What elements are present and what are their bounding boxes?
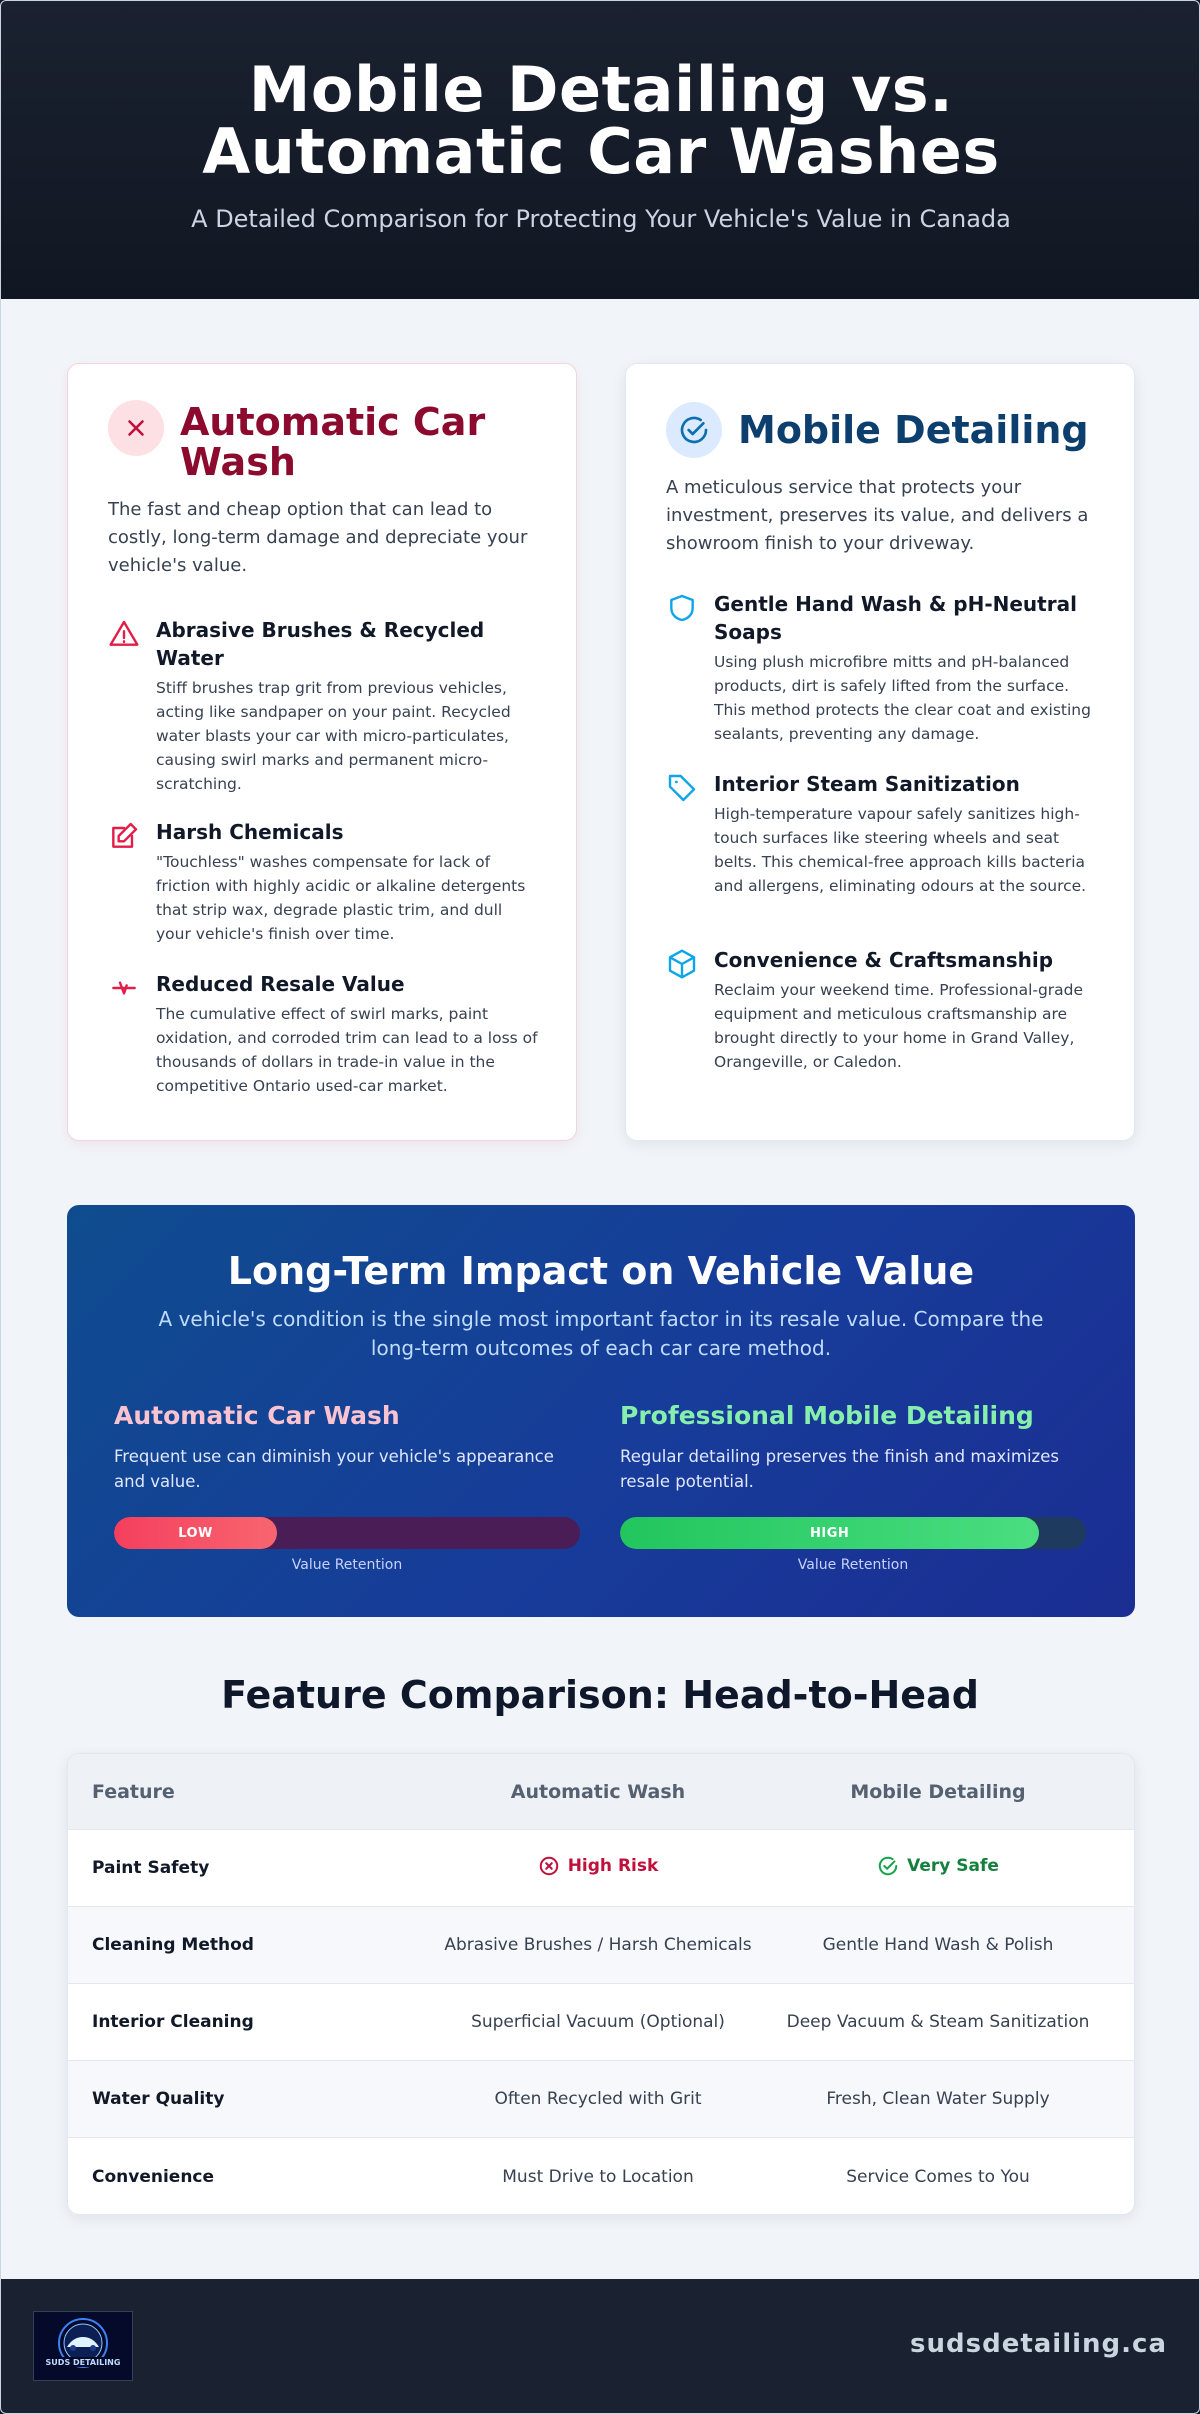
feature-title: Convenience & Craftsmanship [714,948,1054,972]
header-feature: Feature [92,1780,175,1803]
impact-title: Long-Term Impact on Vehicle Value [227,1249,975,1293]
mobile-retention-fill: HIGH [620,1517,1039,1549]
header-automatic-wash: Automatic Wash [510,1780,686,1803]
mobile-impact-heading: Professional Mobile Detailing [620,1401,1034,1430]
feature-title: Abrasive Brushes & Recycled Water [156,618,485,670]
mobile-retention-caption: Value Retention [797,1557,909,1573]
x-circle-icon [538,1855,560,1877]
mobile-detailing-card [625,363,1135,1141]
automatic-impact-heading: Automatic Car Wash [114,1401,400,1430]
automatic-wash-lead: The fast and cheap option that can lead to costly, long-term damage and depreciate your vehicle's value. [108,499,528,576]
automatic-retention-bar [114,1517,580,1549]
mobile-impact-column [620,1401,1086,1494]
feature-description: Using plush microfibre mitts and pH-balanced products, dirt is safely lifted from the surface. This method protects the clear coat and existing sealants, preventing any damage. [714,653,1091,743]
impact-lead: A vehicle's condition is the single most important factor in its resale value. Compare the long-term outcomes of each car care method. [158,1307,1044,1360]
feature-item [108,970,540,1098]
mobile-impact-description: Regular detailing preserves the finish and maximizes resale potential. [620,1447,1059,1491]
row-mobile-value: Fresh, Clean Water Supply [826,2089,1050,2109]
feature-description: Stiff brushes trap grit from previous vehicles, acting like sandpaper on your paint. Recycled water blasts your car with micro-particulates, causing swirl marks and permanent micro-scratching. [156,679,511,793]
feature-title: Reduced Resale Value [156,972,405,996]
row-mobile-value: Deep Vacuum & Steam Sanitization [786,2012,1090,2032]
page-subtitle: A Detailed Comparison for Protecting Your Vehicle's Value in Canada [191,205,1011,233]
row-automatic-value: Must Drive to Location [502,2166,694,2187]
feature-description: Reclaim your weekend time. Professional-grade equipment and meticulous craftsmanship are brought directly to your home in Grand Valley, Orangeville, or Caledon. [714,981,1084,1071]
table-row [68,1907,1135,1984]
automatic-retention-caption: Value Retention [291,1557,403,1573]
row-feature: Interior Cleaning [92,2012,254,2032]
feature-item [666,590,1098,746]
table-row [68,1830,1135,1907]
brand-logo[interactable] [33,2311,133,2381]
row-feature: Convenience [92,2166,215,2187]
row-automatic-value [428,1855,768,1882]
row-automatic-value: Superficial Vacuum (Optional) [471,2012,725,2032]
row-feature: Cleaning Method [92,1935,254,1955]
svg-text:SUDS DETAILING: SUDS DETAILING [45,2358,121,2367]
row-feature: Water Quality [92,2089,225,2109]
high-risk-label: High Risk [567,1855,659,1876]
mobile-detailing-title: Mobile Detailing [738,408,1089,452]
feature-item [666,770,1098,898]
feature-title: Interior Steam Sanitization [714,772,1020,796]
feature-description: High-temperature vapour safely sanitizes high-touch surfaces like steering wheels and seat belts. This chemical-free approach kills bacteria and allergens, eliminating odours at the source. [714,805,1087,895]
feature-description: "Touchless" washes compensate for lack of friction with highly acidic or alkaline detergents that strip wax, degrade plastic trim, and dull your vehicle's finish over time. [156,853,526,943]
row-feature: Paint Safety [92,1858,210,1878]
very-safe-label: Very Safe [907,1855,999,1876]
shield-icon [666,592,698,624]
check-circle-icon [666,402,722,458]
hero-header [1,1,1200,299]
automatic-wash-card [67,363,577,1141]
site-url[interactable]: sudsdetailing.ca [910,2329,1167,2359]
check-circle-icon [877,1855,899,1877]
feature-description: The cumulative effect of swirl marks, paint oxidation, and corroded trim can lead to a loss of thousands of dollars in trade-in value in the competitive Ontario used-car market. [156,1005,538,1095]
page-title: Mobile Detailing vs. Automatic Car Washes [202,53,1000,188]
automatic-retention-fill: LOW [114,1517,277,1549]
automatic-impact-column [114,1401,580,1494]
feature-title: Gentle Hand Wash & pH-Neutral Soaps [714,592,1077,644]
feature-item [666,946,1098,1074]
table-row [68,1984,1135,2061]
table-header-row [68,1754,1135,1830]
comparison-table [67,1753,1135,2215]
feature-item [108,616,540,796]
feature-item [108,818,540,946]
row-automatic-value: Often Recycled with Grit [494,2089,702,2109]
table-row [68,2061,1135,2138]
cube-icon [666,948,698,980]
table-row [68,2138,1135,2215]
row-mobile-value: Service Comes to You [846,2166,1030,2187]
mobile-detailing-lead: A meticulous service that protects your investment, preserves its value, and delivers a showroom finish to your driveway. [666,477,1089,554]
feature-title: Harsh Chemicals [156,820,344,844]
mobile-retention-bar [620,1517,1086,1549]
header-mobile-detailing: Mobile Detailing [850,1780,1026,1803]
edit-icon [108,820,140,852]
automatic-wash-title: Automatic Car Wash [180,400,486,484]
x-icon [108,400,164,456]
trend-down-icon [108,972,140,1004]
row-mobile-value: Gentle Hand Wash & Polish [822,1935,1054,1955]
tag-icon [666,772,698,804]
row-automatic-value: Abrasive Brushes / Harsh Chemicals [444,1935,752,1955]
value-impact-panel [67,1205,1135,1617]
automatic-impact-description: Frequent use can diminish your vehicle's appearance and value. [114,1447,554,1491]
comparison-title: Feature Comparison: Head-to-Head [221,1673,979,1717]
row-mobile-value [768,1855,1108,1882]
warning-triangle-icon [108,618,140,650]
footer [1,2279,1200,2414]
